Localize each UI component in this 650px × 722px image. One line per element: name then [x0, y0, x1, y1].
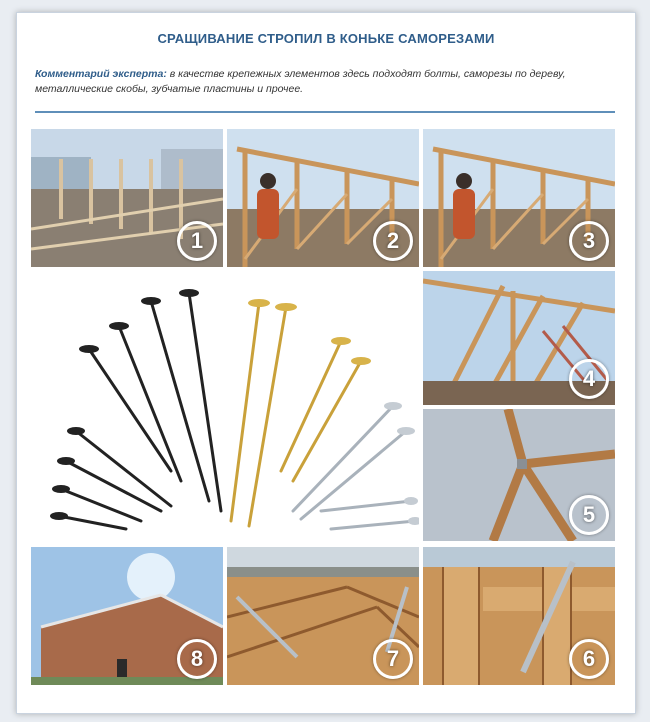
photo-5: [423, 409, 615, 541]
photo-6: [423, 547, 615, 685]
photo-number-1: 1: [177, 221, 217, 261]
screws-photo: [31, 271, 419, 541]
expert-comment-text: в качестве крепежных элементов здесь подходят болты, саморезы по дереву, металлические скобы, зубчатые пластины и прочее.: [35, 68, 566, 95]
photo-1: [31, 129, 223, 267]
photo-number-4: 4: [569, 359, 609, 399]
photo-number-5: 5: [569, 495, 609, 535]
photo-number-3: 3: [569, 221, 609, 261]
photo-number-7: 7: [373, 639, 413, 679]
page-title: СРАЩИВАНИЕ СТРОПИЛ В КОНЬКЕ САМОРЕЗАМИ: [157, 31, 495, 46]
screws-image: [31, 271, 419, 541]
photo-8: [31, 547, 223, 685]
photo-4: [423, 271, 615, 405]
expert-comment: [35, 67, 620, 97]
photo-number-2: 2: [373, 221, 413, 261]
photo-number-6: 6: [569, 639, 609, 679]
photo-3: [423, 129, 615, 267]
photo-7: [227, 547, 419, 685]
divider: [35, 111, 615, 113]
infographic-card: [16, 12, 636, 714]
expert-comment-label: Комментарий эксперта:: [35, 68, 167, 80]
photo-2: [227, 129, 419, 267]
photo-number-8: 8: [177, 639, 217, 679]
